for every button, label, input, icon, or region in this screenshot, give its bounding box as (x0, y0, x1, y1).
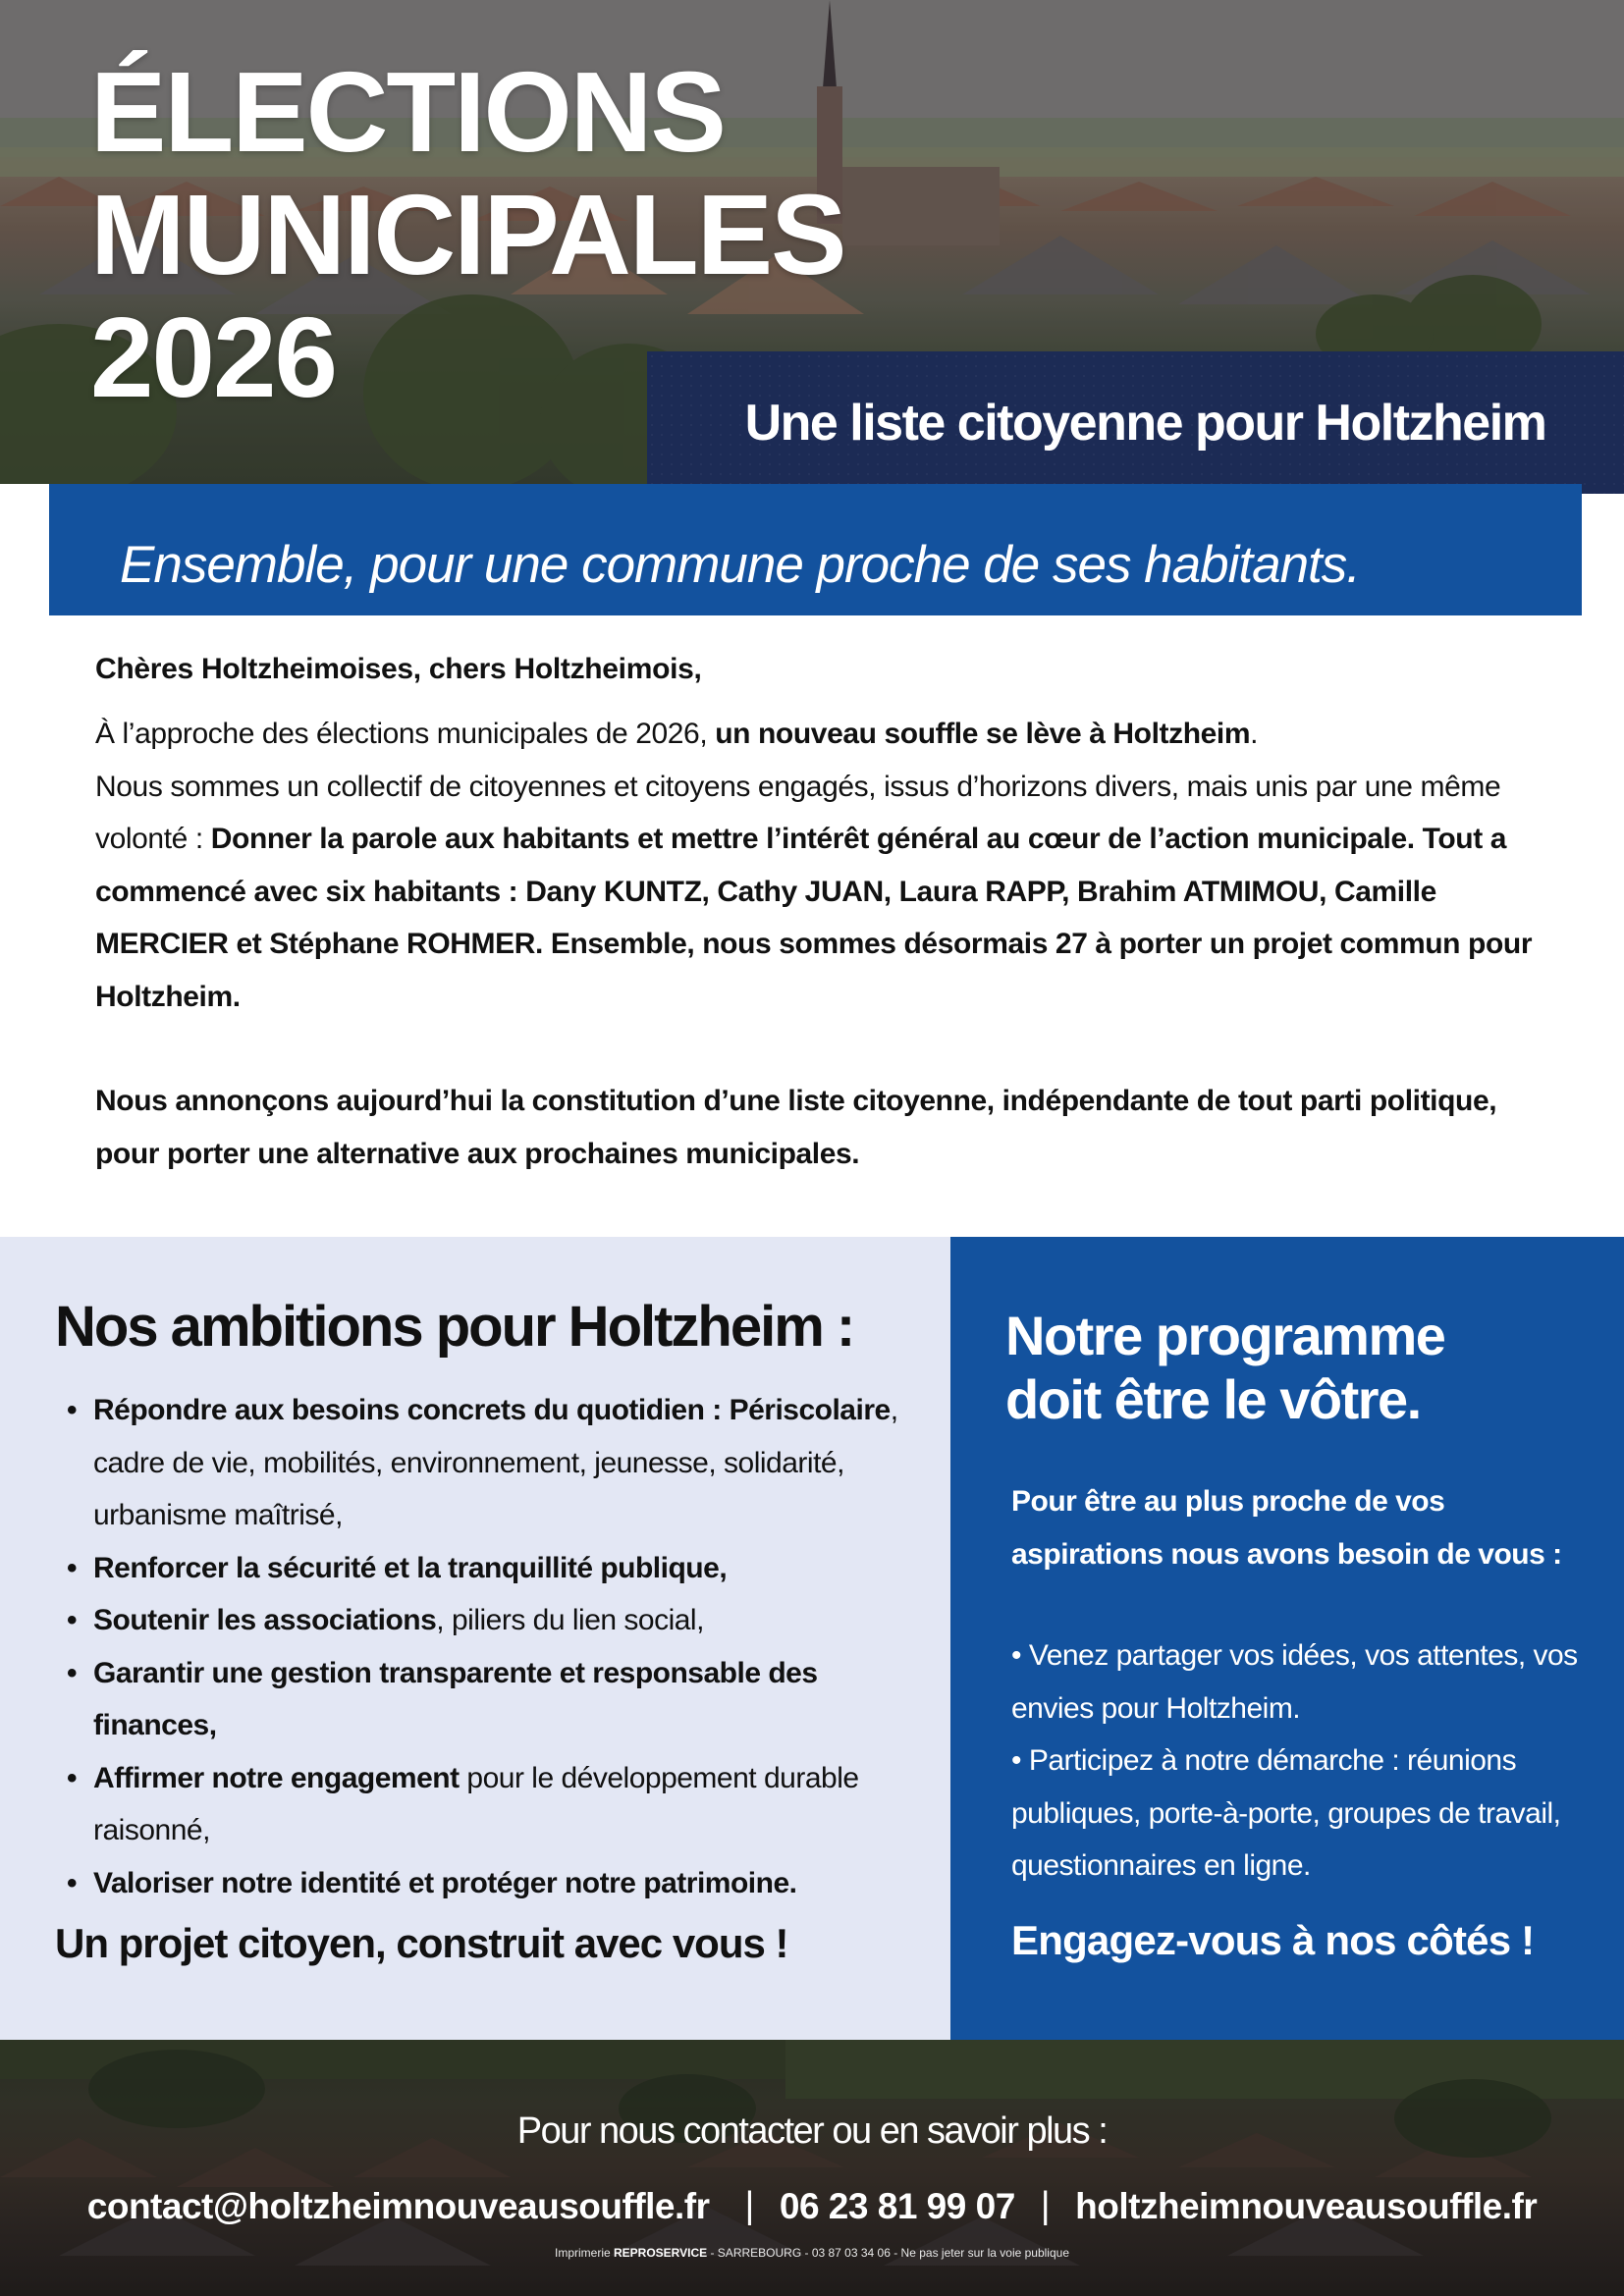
ambition-bold: Soutenir les associations (93, 1604, 437, 1636)
ambition-item (51, 1384, 915, 1542)
bullet-icon: • (67, 1866, 78, 1899)
ambition-item (51, 1752, 915, 1857)
intro-bold-1: un nouveau souffle se lève à Holtzheim (715, 718, 1251, 750)
programme-title (1005, 1304, 1444, 1431)
programme-title-line-2: doit être le vôtre. (1005, 1368, 1421, 1430)
phone-number[interactable]: 06 23 81 99 07 (779, 2185, 1015, 2226)
contact-heading: Pour nous contacter ou en savoir plus : (516, 2110, 1108, 2152)
intro-bold-2: Donner la parole aux habitants et mettre l’intérêt général au cœur de l’action municipale. Tout a commencé avec six habitants : Dany KUNTZ, Cathy JUAN, Laura RAPP, Brahim ATMIMOU, Camille MERCIER et Stéphane ROHMER. Ensemble, nous sommes désormais 27 à porter un projet commun pour Holtzheim. (95, 823, 1533, 1013)
ambition-rest: , cadre de vie, mobilités, environnement, jeunesse, solidarité, urbanisme maîtrisé, (93, 1394, 898, 1531)
intro-text-3: Nous sommes un collectif de citoyennes et citoyens engagés, issus d’horizons divers, mais unis par une même volonté : (95, 770, 1501, 855)
ambitions-title: Nos ambitions pour Holtzheim : (55, 1295, 854, 1359)
programme-closing: Engagez-vous à nos côtés ! (1011, 1917, 1535, 1963)
intro-paragraph (95, 708, 1548, 1023)
print-prefix: Imprimerie (554, 2246, 614, 2260)
bullet-icon: • (67, 1656, 78, 1689)
ambition-item (51, 1542, 915, 1595)
ambitions-closing: Un projet citoyen, construit avec vous ! (55, 1920, 788, 1966)
ambition-bold: Valoriser notre identité et protéger notre patrimoine. (93, 1866, 797, 1899)
ambition-bold: Garantir une gestion transparente et responsable des finances, (93, 1656, 818, 1741)
bullet-icon: • (67, 1394, 78, 1426)
intro-text-2: . (1250, 718, 1259, 750)
intro-section (95, 653, 1548, 1180)
ambition-bold: Affirmer notre engagement (93, 1761, 460, 1794)
print-brand: REPROSERVICE (614, 2246, 708, 2260)
intro-text-1: À l’approche des élections municipales de 2026, (95, 718, 716, 750)
print-credit (0, 2246, 1624, 2260)
greeting: Chères Holtzheimoises, chers Holtzheimois, (95, 653, 702, 685)
separator: | (1040, 2185, 1051, 2226)
programme-items (1011, 1629, 1600, 1893)
programme-panel (950, 1237, 1624, 2040)
print-rest: - SARREBOURG - 03 87 03 34 06 - Ne pas jeter sur la voie publique (707, 2246, 1069, 2260)
ambition-item (51, 1647, 915, 1752)
programme-lead: Pour être au plus proche de vos aspirations nous avons besoin de vous : (1011, 1485, 1562, 1571)
subtitle-text: Une liste citoyenne pour Holtzheim (744, 394, 1546, 452)
programme-item: • Venez partager vos idées, vos attentes, vos envies pour Holtzheim. (1011, 1639, 1578, 1725)
separator: | (744, 2185, 754, 2226)
subtitle-banner (647, 351, 1624, 494)
ambitions-panel (0, 1237, 950, 2040)
title-line-2: MUNICIPALES (90, 171, 845, 298)
contact-line (0, 2185, 1624, 2227)
ambition-bold: Répondre aux besoins concrets du quotidien : Périscolaire (93, 1394, 891, 1426)
ambition-item (51, 1594, 915, 1647)
bullet-icon: • (67, 1551, 78, 1584)
email-link[interactable]: contact@holtzheimnouveausouffle.fr (86, 2185, 710, 2226)
ambitions-list (51, 1384, 915, 1909)
bullet-icon: • (67, 1761, 78, 1794)
tagline-banner (49, 484, 1582, 615)
tagline-text: Ensemble, pour une commune proche de ses habitants. (120, 535, 1361, 594)
announcement-paragraph: Nous annonçons aujourd’hui la constitution d’une liste citoyenne, indépendante de tout parti politique, pour porter une alternative aux prochaines municipales. (95, 1085, 1497, 1170)
programme-item: • Participez à notre démarche : réunions publiques, porte-à-porte, groupes de travail, questionnaires en ligne. (1011, 1744, 1561, 1882)
ambition-bold: Renforcer la sécurité et la tranquillité publique, (93, 1551, 728, 1584)
ambition-rest: pour le développement durable raisonné, (93, 1761, 859, 1846)
ambition-item (51, 1857, 915, 1910)
website-link[interactable]: holtzheimnouveausouffle.fr (1075, 2185, 1538, 2226)
ambition-rest: , piliers du lien social, (436, 1604, 704, 1636)
bullet-icon: • (67, 1604, 78, 1636)
title-line-3: 2026 (90, 294, 337, 421)
title-line-1: ÉLECTIONS (90, 48, 725, 176)
programme-title-line-1: Notre programme (1005, 1305, 1445, 1366)
